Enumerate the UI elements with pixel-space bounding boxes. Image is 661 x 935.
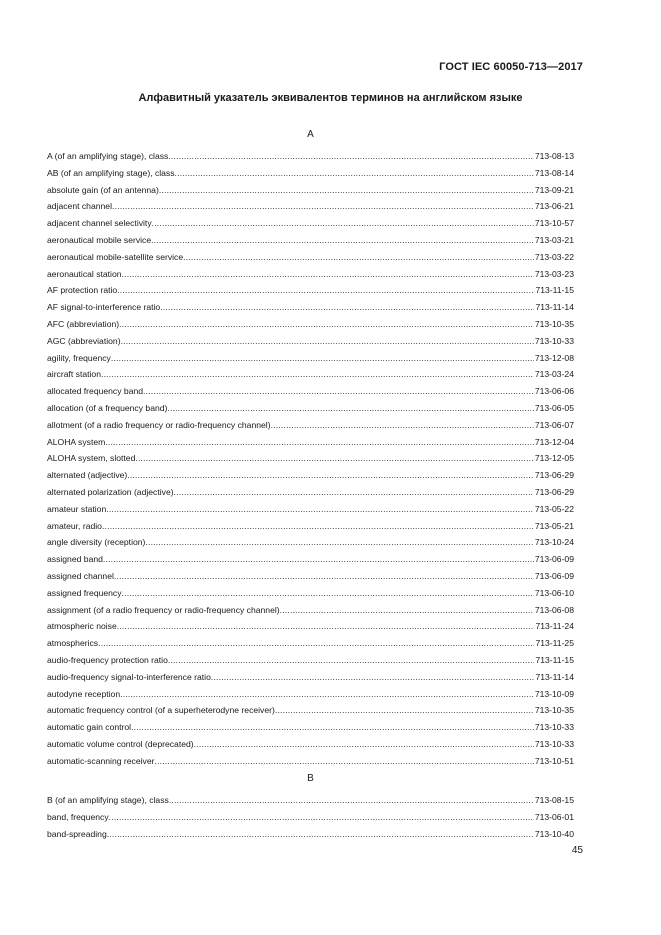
dot-leader — [107, 826, 534, 843]
index-entry — [47, 568, 574, 585]
dot-leader — [112, 198, 534, 215]
index-entry — [47, 602, 574, 619]
index-entry — [47, 282, 574, 299]
page-title: Алфавитный указатель эквивалентов терминов на английском языке — [138, 92, 523, 104]
entry-term: assignment (of a radio frequency or radio-frequency channel) — [47, 604, 280, 615]
index-entry — [47, 792, 574, 809]
index-entry — [47, 518, 574, 535]
entry-term: A (of an amplifying stage), class — [47, 151, 169, 161]
index-entry — [47, 350, 574, 367]
index-entry — [47, 450, 574, 467]
dot-leader — [122, 266, 534, 283]
entry-term: audio-frequency signal-to-interference ratio — [47, 671, 211, 682]
index-entry — [47, 249, 574, 266]
entry-term: assigned band — [47, 554, 103, 565]
entry-code: 713-10-33 — [534, 722, 574, 733]
index-section-b — [47, 770, 574, 842]
dot-leader — [131, 719, 534, 736]
dot-leader — [102, 518, 534, 535]
entry-term: AB (of an amplifying stage), class — [47, 167, 175, 178]
entry-term: angle diversity (reception) — [47, 537, 146, 548]
index-entry — [47, 585, 574, 602]
entry-code: 713-05-22 — [534, 503, 574, 514]
dot-leader — [174, 484, 534, 501]
index-entry — [47, 299, 574, 316]
index-entry — [47, 198, 574, 215]
index-entry — [47, 686, 574, 703]
index-entry — [47, 232, 574, 249]
dot-leader — [167, 400, 533, 417]
dot-leader — [168, 652, 535, 669]
entry-term: alternated (adjective) — [47, 470, 128, 481]
entry-term: automatic-scanning receiver — [47, 755, 155, 766]
index-entry — [47, 809, 574, 826]
dot-leader — [275, 702, 534, 719]
index-entry — [47, 551, 574, 568]
entry-term: agility, frequency — [47, 352, 111, 363]
entry-code: 713-06-08 — [534, 604, 574, 615]
entry-term: allotment (of a radio frequency or radio-frequency channel) — [47, 419, 271, 430]
entry-code: 713-06-09 — [534, 554, 574, 565]
entry-term: AF signal-to-interference ratio — [47, 302, 161, 313]
entry-code: 713-11-14 — [535, 302, 574, 313]
entry-code: 713-08-15 — [534, 795, 574, 805]
entry-term: amateur station — [47, 503, 107, 514]
entry-term: automatic gain control — [47, 722, 132, 733]
entry-term: adjacent channel selectivity — [47, 218, 152, 229]
entry-code: 713-06-07 — [534, 419, 574, 430]
entry-term: AF protection ratio — [47, 285, 118, 296]
entry-code: 713-10-35 — [534, 318, 574, 329]
index-entry — [47, 434, 574, 451]
index-entry — [47, 333, 574, 350]
entry-code: 713-10-57 — [534, 218, 574, 229]
section-letter: B — [307, 773, 314, 784]
entry-list — [47, 792, 574, 842]
entry-term: band-spreading — [47, 828, 107, 839]
dot-leader — [154, 753, 533, 770]
index-entry — [47, 467, 574, 484]
entry-code: 713-09-21 — [534, 184, 574, 195]
entry-term: absolute gain (of an antenna) — [47, 184, 159, 195]
dot-leader — [98, 635, 534, 652]
entry-term: band, frequency — [47, 811, 109, 822]
entry-term: allocated frequency band — [47, 386, 144, 397]
dot-leader — [119, 316, 534, 333]
dot-leader — [183, 249, 534, 266]
entry-term: adjacent channel — [47, 201, 112, 212]
dot-leader — [169, 792, 534, 809]
dot-leader — [143, 383, 534, 400]
dot-leader — [114, 568, 534, 585]
dot-leader — [160, 299, 534, 316]
entry-list — [47, 148, 574, 769]
entry-code: 713-11-14 — [535, 671, 574, 682]
dot-leader — [271, 417, 534, 434]
index-entry — [47, 182, 574, 199]
index-entry — [47, 669, 574, 686]
entry-term: amateur, radio — [47, 520, 102, 531]
entry-code: 713-11-15 — [535, 654, 574, 665]
dot-leader — [159, 182, 534, 199]
entry-term: alternated polarization (adjective) — [47, 486, 174, 497]
dot-leader — [120, 686, 534, 703]
entry-term: assigned frequency — [47, 587, 122, 598]
index-entry — [47, 501, 574, 518]
index-entry — [47, 400, 574, 417]
entry-code: 713-06-10 — [534, 587, 574, 598]
dot-leader — [101, 366, 534, 383]
index-entry — [47, 484, 574, 501]
entry-code: 713-06-09 — [534, 570, 574, 581]
entry-code: 713-03-24 — [534, 369, 574, 380]
dot-leader — [211, 669, 535, 686]
entry-term: aeronautical mobile service — [47, 234, 152, 245]
entry-code: 713-12-05 — [534, 453, 574, 464]
dot-leader — [106, 501, 534, 518]
dot-leader — [105, 434, 534, 451]
entry-term: AGC (abbreviation) — [47, 335, 121, 346]
section-letter: A — [307, 129, 314, 140]
index-entry — [47, 635, 574, 652]
entry-code: 713-11-25 — [535, 638, 574, 649]
entry-code: 713-06-05 — [534, 402, 574, 413]
entry-term: automatic frequency control (of a superheterodyne receiver) — [47, 705, 275, 716]
page-number: 45 — [571, 845, 583, 856]
entry-code: 713-05-21 — [534, 520, 574, 531]
index-entry — [47, 148, 574, 165]
dot-leader — [117, 282, 534, 299]
index-entry — [47, 383, 574, 400]
entry-term: automatic volume control (deprecated) — [47, 738, 194, 749]
entry-code: 713-06-29 — [534, 470, 574, 481]
entry-term: audio-frequency protection ratio — [47, 654, 168, 665]
entry-code: 713-03-23 — [534, 268, 574, 279]
entry-code: 713-06-29 — [534, 486, 574, 497]
entry-code: 713-11-15 — [535, 285, 574, 296]
entry-code: 713-06-06 — [534, 386, 574, 397]
entry-code: 713-10-33 — [534, 738, 574, 749]
entry-code: 713-10-40 — [534, 828, 574, 839]
entry-code: 713-03-22 — [534, 251, 574, 262]
entry-term: atmospheric noise — [47, 621, 117, 632]
dot-leader — [117, 618, 535, 635]
dot-leader — [122, 585, 534, 602]
index-entry — [47, 417, 574, 434]
index-entry — [47, 719, 574, 736]
entry-code: 713-10-35 — [534, 705, 574, 716]
index-entry — [47, 652, 574, 669]
dot-leader — [151, 232, 534, 249]
entry-term: aeronautical mobile-satellite service — [47, 251, 184, 262]
index-entry — [47, 266, 574, 283]
dot-leader — [135, 450, 533, 467]
entry-code: 713-10-33 — [534, 335, 574, 346]
index-section-a — [47, 126, 574, 769]
entry-term: aircraft station — [47, 369, 101, 380]
entry-term: ALOHA system, slotted — [47, 453, 136, 464]
entry-term: atmospherics — [47, 638, 99, 649]
index-entry — [47, 215, 574, 232]
entry-term: assigned channel — [47, 570, 114, 581]
entry-code: 713-03-21 — [534, 234, 574, 245]
dot-leader — [175, 165, 534, 182]
index-entry — [47, 618, 574, 635]
entry-code: 713-06-01 — [534, 811, 574, 822]
dot-leader — [280, 602, 534, 619]
dot-leader — [103, 551, 534, 568]
entry-term: aeronautical station — [47, 268, 122, 279]
dot-leader — [152, 215, 534, 232]
index-entry — [47, 534, 574, 551]
entry-code: 713-11-24 — [535, 621, 574, 632]
dot-leader — [168, 148, 533, 165]
dot-leader — [194, 736, 534, 753]
index-entry — [47, 165, 574, 182]
entry-code: 713-10-51 — [534, 755, 574, 766]
entry-code: 713-08-14 — [534, 167, 574, 178]
index-entry — [47, 826, 574, 843]
dot-leader — [109, 809, 534, 826]
entry-code: 713-08-13 — [534, 151, 574, 161]
index-entry — [47, 366, 574, 383]
entry-term: B (of an amplifying stage), class — [47, 795, 169, 805]
document-code: ГОСТ IEC 60050-713—2017 — [439, 61, 583, 73]
index-entry — [47, 316, 574, 333]
entry-code: 713-10-24 — [534, 537, 574, 548]
entry-term: allocation (of a frequency band) — [47, 402, 168, 413]
entry-term: autodyne reception — [47, 688, 121, 699]
entry-term: AFC (abbreviation) — [47, 318, 120, 329]
dot-leader — [127, 467, 534, 484]
dot-leader — [145, 534, 533, 551]
index-entry — [47, 702, 574, 719]
entry-term: ALOHA system — [47, 436, 106, 447]
entry-code: 713-10-09 — [534, 688, 574, 699]
index-entry — [47, 753, 574, 770]
dot-leader — [121, 333, 534, 350]
entry-code: 713-06-21 — [534, 201, 574, 212]
dot-leader — [111, 350, 534, 367]
entry-code: 713-12-04 — [534, 436, 574, 447]
index-entry — [47, 736, 574, 753]
entry-code: 713-12-08 — [534, 352, 574, 363]
